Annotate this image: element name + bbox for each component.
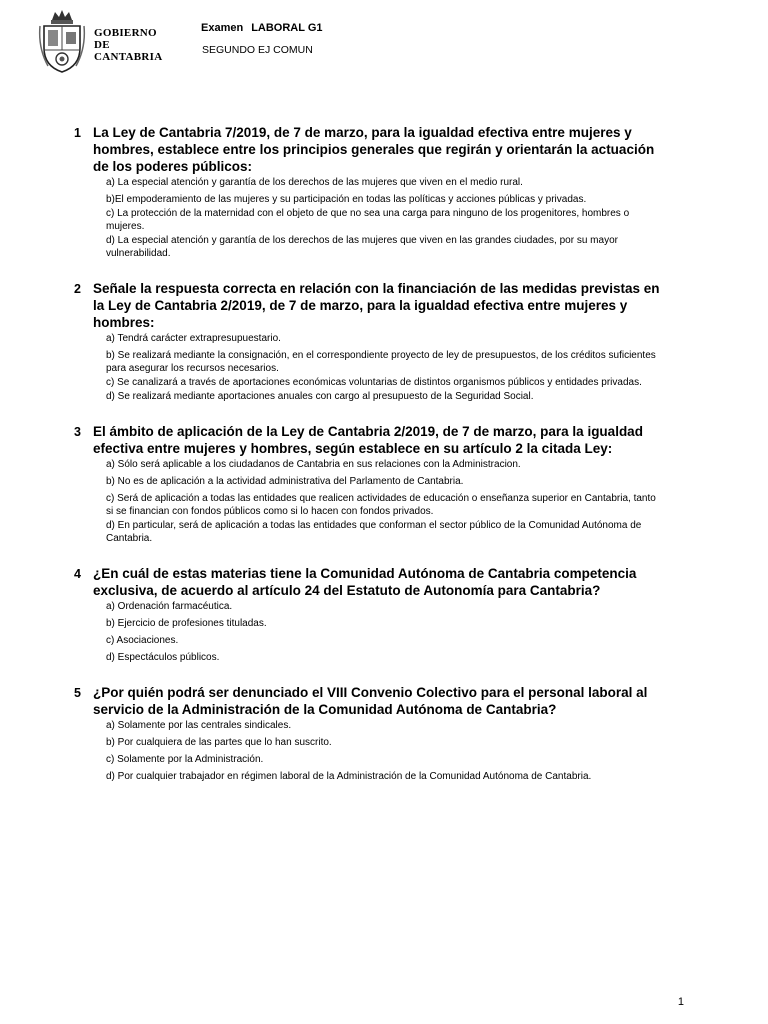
option-d: d) La especial atención y garantía de los derechos de las mujeres que viven en las grandes ciudades, por su mayor vulnerabilidad. xyxy=(106,235,618,259)
exam-label: Examen xyxy=(201,22,244,34)
option-d: d) En particular, será de aplicación a todas las entidades que conforman el sector público de la Comunidad Autónoma de Cantabria. xyxy=(106,520,642,544)
option-d: d) Espectáculos públicos. xyxy=(106,652,220,663)
question-number: 5 xyxy=(74,686,81,700)
option-a: a) La especial atención y garantía de los derechos de las mujeres que viven en el medio rural. xyxy=(106,177,523,188)
exam-title xyxy=(201,22,323,34)
option-c: c) La protección de la maternidad con el objeto de que no sea una carga para ninguno de los progenitores, hombres o mujeres. xyxy=(106,208,630,232)
option-b: b)El empoderamiento de las mujeres y su participación en todas las políticas y acciones públicas y privadas. xyxy=(106,194,587,205)
question-5 xyxy=(74,684,664,783)
question-1 xyxy=(74,124,664,260)
option-c: c) Asociaciones. xyxy=(106,635,179,646)
option-d: d) Por cualquier trabajador en régimen laboral de la Administración de la Comunidad Autónoma de Cantabria. xyxy=(106,771,592,782)
option-d: d) Se realizará mediante aportaciones anuales con cargo al presupuesto de la Seguridad Social. xyxy=(106,391,534,402)
option-b: b) Se realizará mediante la consignación, en el correspondiente proyecto de ley de presupuestos, de los créditos suficientes para asegurar los recursos necesarios. xyxy=(106,350,656,374)
org-line-1: GOBIERNO xyxy=(94,27,157,39)
question-text: El ámbito de aplicación de la Ley de Cantabria 2/2019, de 7 de marzo, para la igualdad efectiva entre mujeres y hombres, según establece en su artículo 2 la citada Ley: xyxy=(93,424,643,456)
option-b: b) Ejercicio de profesiones tituladas. xyxy=(106,618,267,629)
exam-value: LABORAL G1 xyxy=(251,22,323,34)
page-header xyxy=(38,8,738,74)
option-list xyxy=(106,458,664,545)
option-c: c) Solamente por la Administración. xyxy=(106,754,264,765)
option-c: c) Se canalizará a través de aportaciones económicas voluntarias de distintos organismos públicos y entidades privadas. xyxy=(106,377,642,388)
question-number: 2 xyxy=(74,282,81,296)
option-a: a) Solamente por las centrales sindicales. xyxy=(106,720,292,731)
option-a: a) Tendrá carácter extrapresupuestario. xyxy=(106,333,281,344)
option-a: a) Sólo será aplicable a los ciudadanos de Cantabria en sus relaciones con la Administracion. xyxy=(106,459,521,470)
question-3 xyxy=(74,423,664,545)
option-b: b) Por cualquiera de las partes que lo han suscrito. xyxy=(106,737,332,748)
option-a: a) Ordenación farmacéutica. xyxy=(106,601,233,612)
option-list xyxy=(106,719,664,783)
question-text: La Ley de Cantabria 7/2019, de 7 de marzo, para la igualdad efectiva entre mujeres y hombres, establece entre los principios generales que regirán y orientarán la actuación de los poderes públicos: xyxy=(93,125,655,174)
option-list xyxy=(106,600,664,664)
page-number: 1 xyxy=(677,996,684,1008)
option-c: c) Será de aplicación a todas las entidades que realicen actividades de educación o enseñanza superior en Cantabria, tanto si se financian con fondos públicos como si lo hacen con fondos privados. xyxy=(106,493,656,517)
question-text: ¿Por quién podrá ser denunciado el VIII Convenio Colectivo para el personal laboral al servicio de la Administración de la Comunidad Autónoma de Cantabria? xyxy=(93,685,648,717)
option-list xyxy=(106,176,664,260)
question-2 xyxy=(74,280,664,403)
question-number: 3 xyxy=(74,425,81,439)
question-list xyxy=(74,124,664,803)
question-text: ¿En cuál de estas materias tiene la Comunidad Autónoma de Cantabria competencia exclusiva, de acuerdo al artículo 24 del Estatuto de Autonomía para Cantabria? xyxy=(93,566,637,598)
org-line-3: CANTABRIA xyxy=(94,51,163,63)
option-list xyxy=(106,332,664,403)
question-number: 4 xyxy=(74,567,81,581)
question-text: Señale la respuesta correcta en relación con la financiación de las medidas previstas en la Ley de Cantabria 2/2019, de 7 de marzo, para la igualdad efectiva entre mujeres y hombres: xyxy=(93,281,660,330)
org-line-2: DE xyxy=(94,39,110,51)
question-4 xyxy=(74,565,664,664)
exam-subtitle: SEGUNDO EJ COMUN xyxy=(202,44,313,56)
option-b: b) No es de aplicación a la actividad administrativa del Parlamento de Cantabria. xyxy=(106,476,464,487)
question-number: 1 xyxy=(74,126,81,140)
organization-name xyxy=(94,27,163,63)
coat-of-arms-icon xyxy=(38,8,86,74)
